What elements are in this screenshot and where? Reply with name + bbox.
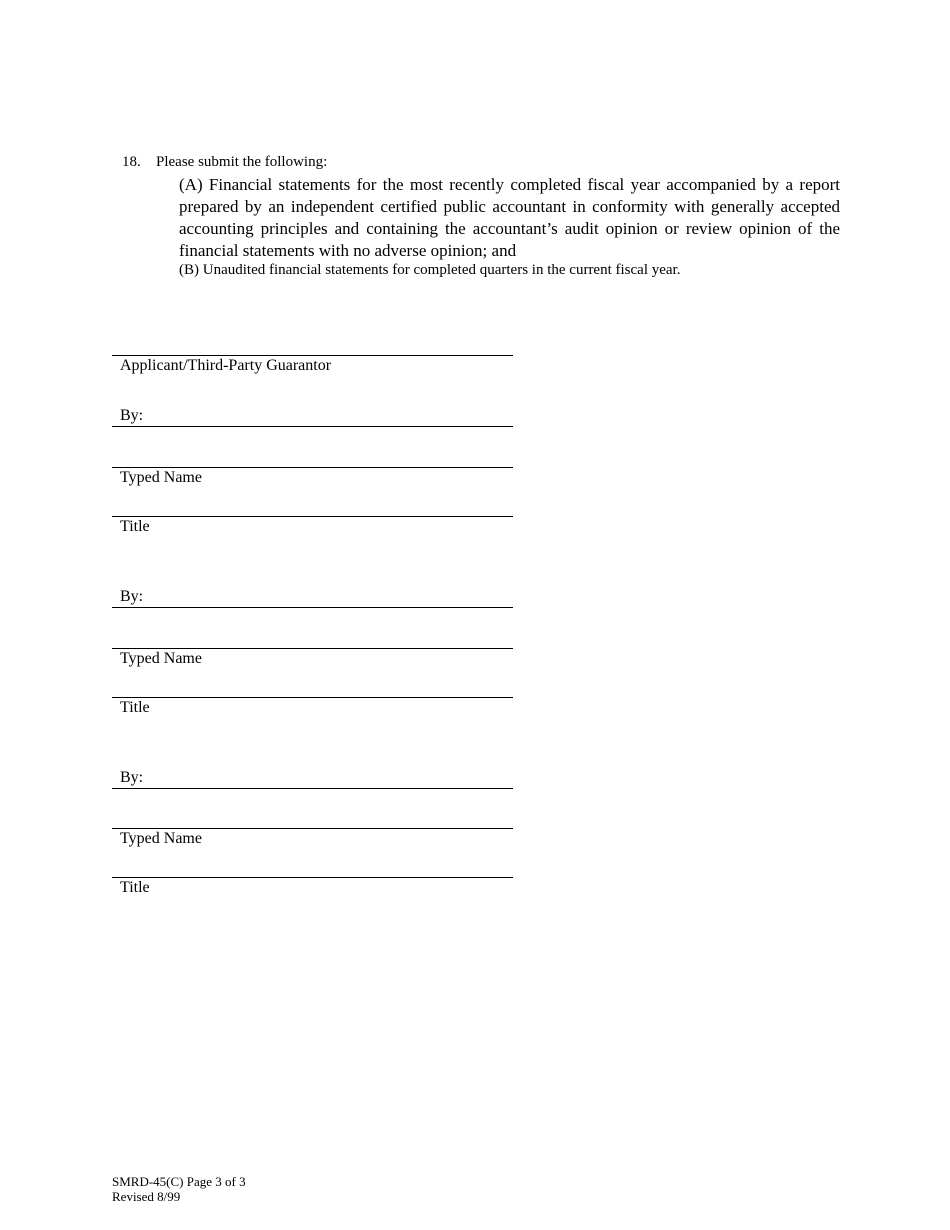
- form-page-number: SMRD-45(C) Page 3 of 3: [112, 1174, 246, 1189]
- item-number: 18.: [122, 154, 141, 170]
- revision-date: Revised 8/99: [112, 1189, 181, 1204]
- title-line-1[interactable]: [112, 516, 513, 517]
- typed-name-label-1: Typed Name: [120, 469, 202, 486]
- title-label-1: Title: [120, 518, 150, 535]
- typed-name-label-3: Typed Name: [120, 830, 202, 847]
- by-label-1: By:: [120, 407, 144, 424]
- typed-name-label-2: Typed Name: [120, 650, 202, 667]
- requirement-a: (A) Financial statements for the most recently completed fiscal year accompanied by a report prepared by an independent certified public accountant in conformity with generally accepted accounting principles and containing the accountant’s audit opinion or review opinion of the financial statements with no adverse opinion; and: [179, 175, 840, 260]
- by-label-2: By:: [120, 588, 144, 605]
- by-signature-line-3[interactable]: [112, 788, 513, 789]
- applicant-label: Applicant/Third-Party Guarantor: [120, 357, 332, 374]
- typed-name-line-2[interactable]: [112, 648, 513, 649]
- applicant-signature-line[interactable]: [112, 355, 513, 356]
- typed-name-line-3[interactable]: [112, 828, 513, 829]
- title-label-3: Title: [120, 879, 150, 896]
- by-signature-line-2[interactable]: [112, 607, 513, 608]
- title-line-2[interactable]: [112, 697, 513, 698]
- title-label-2: Title: [120, 699, 150, 716]
- typed-name-line-1[interactable]: [112, 467, 513, 468]
- by-label-3: By:: [120, 769, 144, 786]
- title-line-3[interactable]: [112, 877, 513, 878]
- item-intro: Please submit the following:: [156, 154, 328, 170]
- requirement-b: (B) Unaudited financial statements for completed quarters in the current fiscal year.: [179, 262, 681, 278]
- by-signature-line-1[interactable]: [112, 426, 513, 427]
